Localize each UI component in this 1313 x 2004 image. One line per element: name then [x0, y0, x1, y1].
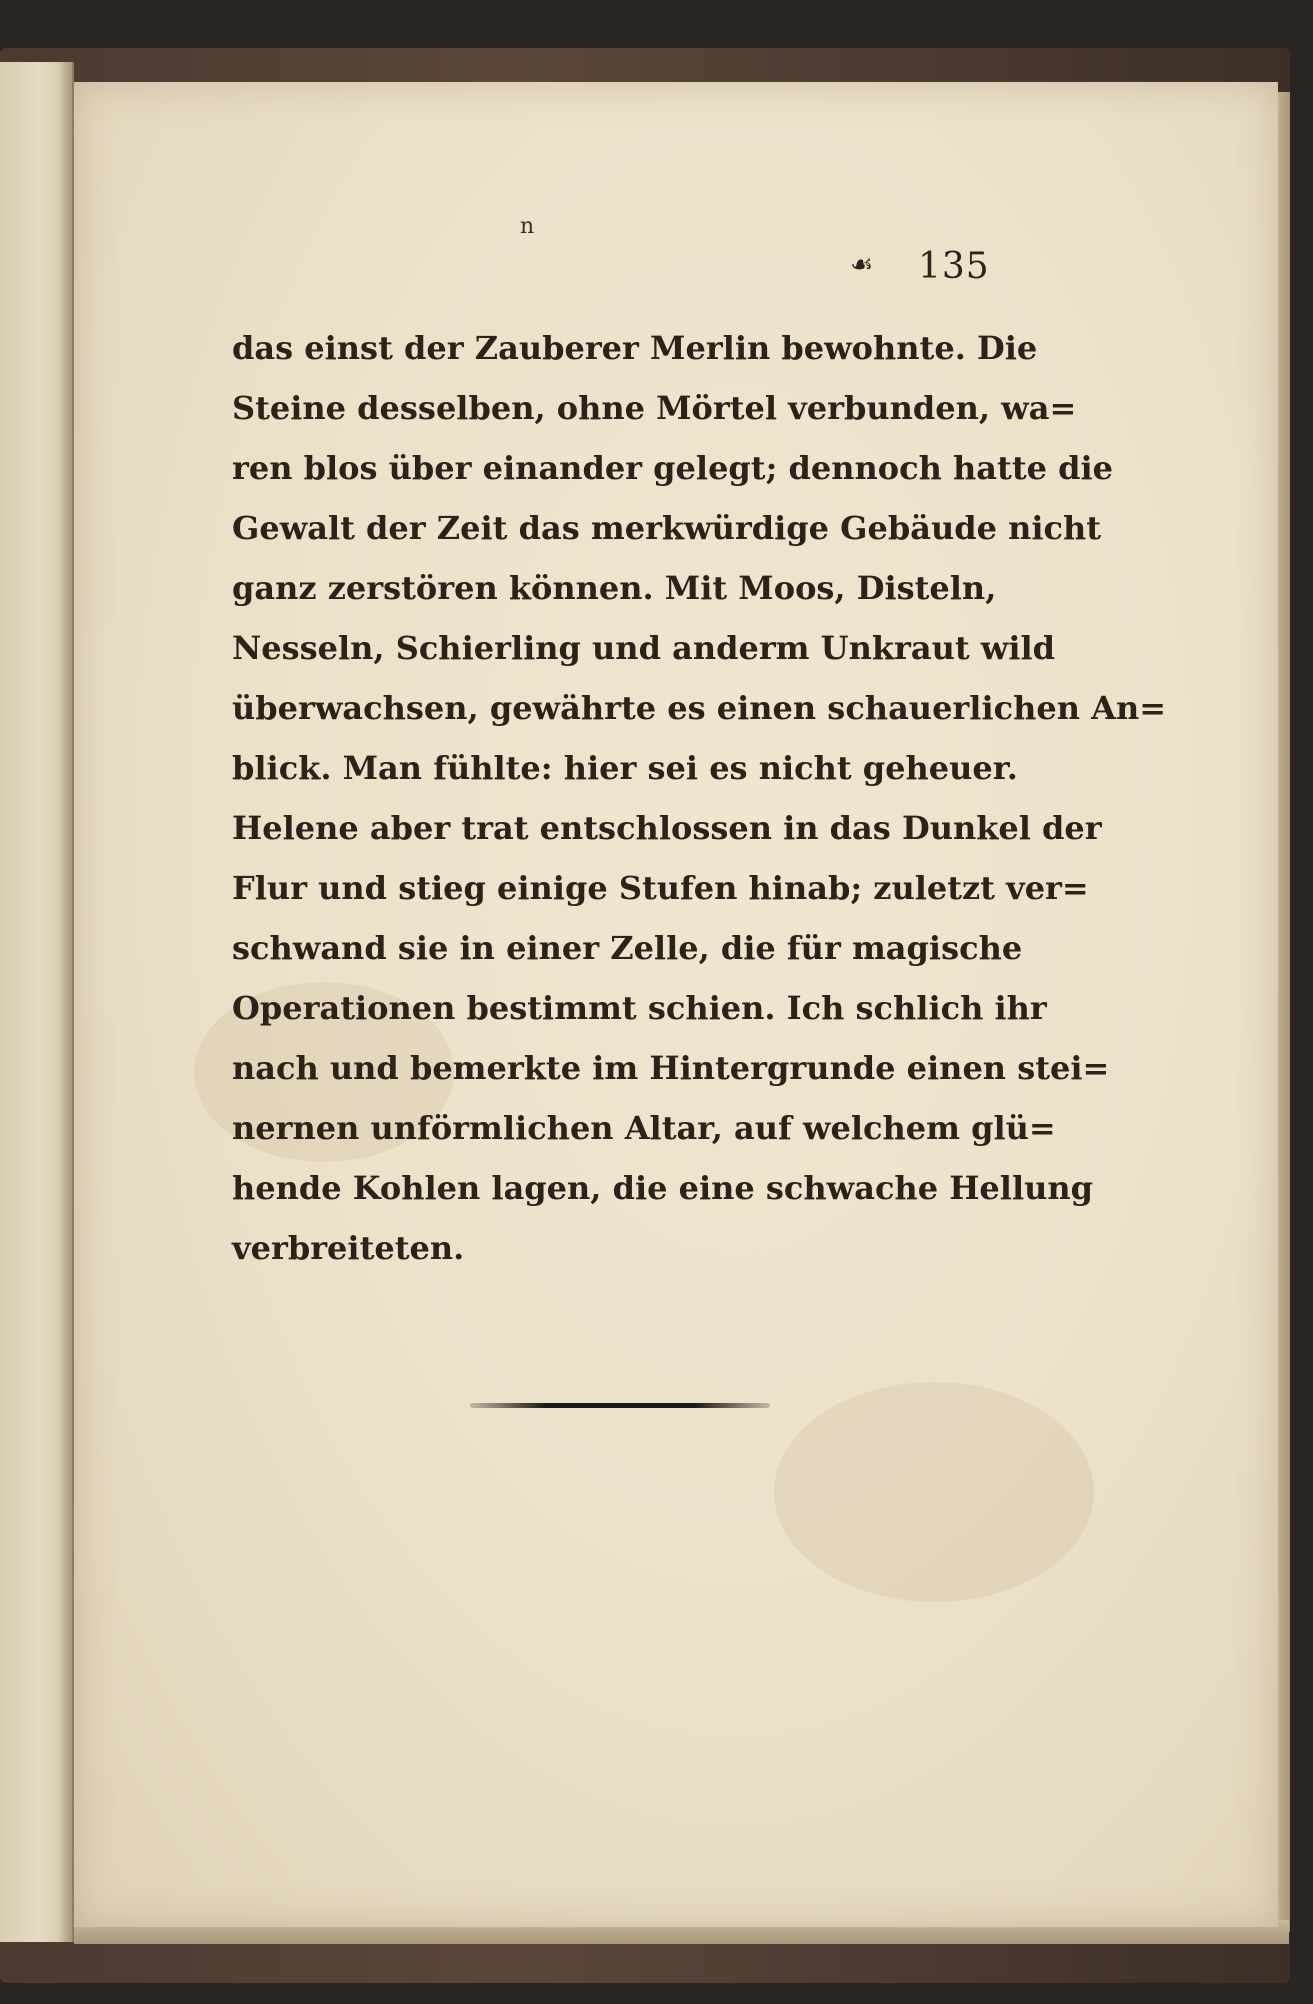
text-line: Gewalt der Zeit das merkwürdige Gebäude nicht: [232, 509, 1102, 547]
text-line: überwachsen, gewährte es einen schauerlichen An=: [232, 689, 1167, 727]
text-line: Operationen bestimmt schien. Ich schlich ihr: [232, 989, 1047, 1027]
section-rule: [470, 1403, 770, 1408]
paper-stain: [774, 1382, 1094, 1602]
text-line: schwand sie in einer Zelle, die für magische: [232, 929, 1023, 967]
text-line: ganz zerstören können. Mit Moos, Disteln,: [232, 569, 997, 607]
text-line: hende Kohlen lagen, die eine schwache Hellung: [232, 1169, 1093, 1207]
body-text: [232, 318, 1167, 1278]
header-mark: n: [520, 214, 535, 239]
text-line: das einst der Zauberer Merlin bewohnte. Die: [232, 329, 1038, 367]
text-line: nach und bemerkte im Hintergrunde einen stei=: [232, 1049, 1110, 1087]
text-line: verbreiteten.: [232, 1229, 465, 1267]
page-number: 135: [918, 246, 990, 287]
text-line: blick. Man fühlte: hier sei es nicht geheuer.: [232, 749, 1018, 787]
text-line: Flur und stieg einige Stufen hinab; zuletzt ver=: [232, 869, 1089, 907]
text-line: nernen unförmlichen Altar, auf welchem glü=: [232, 1109, 1056, 1147]
text-line: Nesseln, Schierling und anderm Unkraut wild: [232, 629, 1056, 667]
text-line: Steine desselben, ohne Mörtel verbunden, wa=: [232, 389, 1077, 427]
ornament-icon: ☙: [850, 250, 874, 280]
gutter-shadow: [58, 62, 72, 1942]
text-line: ren blos über einander gelegt; dennoch hatte die: [232, 449, 1113, 487]
text-line: Helene aber trat entschlossen in das Dunkel der: [232, 809, 1102, 847]
